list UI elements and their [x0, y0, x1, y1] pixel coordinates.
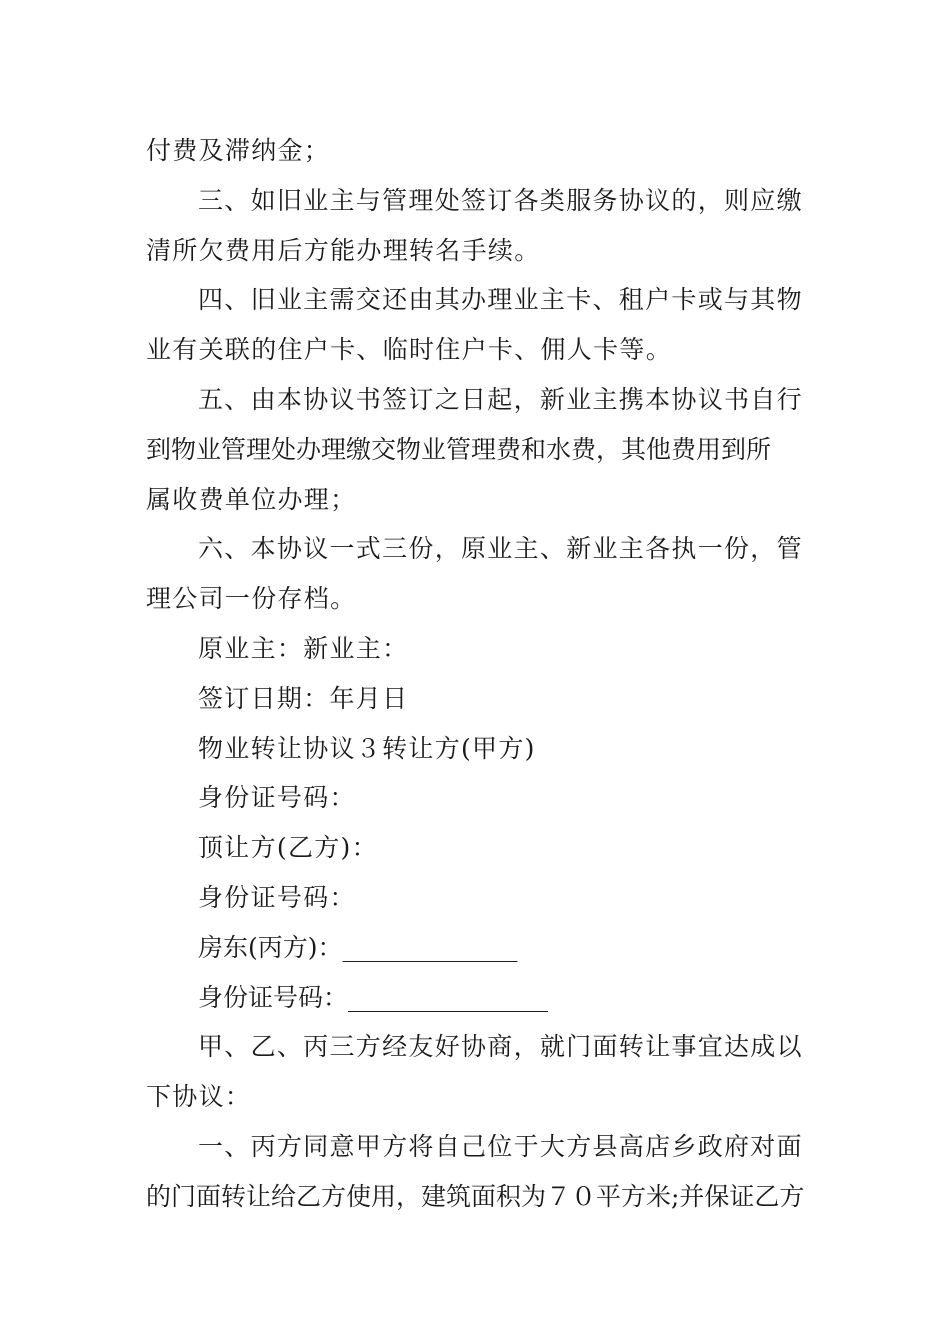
text-line: 理公司一份存档。 [146, 584, 357, 614]
id-number-line: 身份证号码： [198, 783, 356, 813]
text-line: 业有关联的住户卡、临时住户卡、佣人卡等。 [146, 335, 673, 365]
signature-parties-line: 原业主：新业主： [198, 633, 409, 663]
sign-date-line: 签订日期：年月日 [198, 683, 409, 713]
text-line: 下协议： [146, 1082, 252, 1112]
document-page [146, 126, 810, 1222]
agreement-heading-line: 物业转让协议３转让方(甲方) [198, 733, 536, 763]
id-number-blank-line: 身份证号码：________________ [198, 982, 549, 1012]
clause-three-line: 三、如旧业主与管理处签订各类服务协议的，则应缴 [198, 185, 803, 215]
clause-one-line: 一、丙方同意甲方将自己位于大方县高店乡政府对面 [198, 1131, 803, 1161]
clause-six-line: 六、本协议一式三份，原业主、新业主各执一份，管 [198, 534, 803, 564]
landlord-line: 房东(丙方)：______________ [198, 932, 518, 962]
preamble-line: 甲、乙、丙三方经友好协商，就门面转让事宜达成以 [198, 1032, 803, 1062]
clause-five-line: 五、由本协议书签订之日起，新业主携本协议书自行 [198, 384, 803, 414]
text-line: 属收费单位办理； [146, 484, 357, 514]
text-line: 的门面转让给乙方使用，建筑面积为７０平方米;并保证乙方 [146, 1181, 805, 1211]
clause-four-line: 四、旧业主需交还由其办理业主卡、租户卡或与其物 [198, 285, 803, 315]
id-number-line: 身份证号码： [198, 882, 356, 912]
party-b-line: 顶让方(乙方)： [198, 833, 378, 863]
text-line: 到物业管理处办理缴交物业管理费和水费，其他费用到所 [146, 434, 772, 464]
text-line: 付费及滞纳金； [146, 136, 331, 165]
text-line: 清所欠费用后方能办理转名手续。 [146, 235, 541, 265]
